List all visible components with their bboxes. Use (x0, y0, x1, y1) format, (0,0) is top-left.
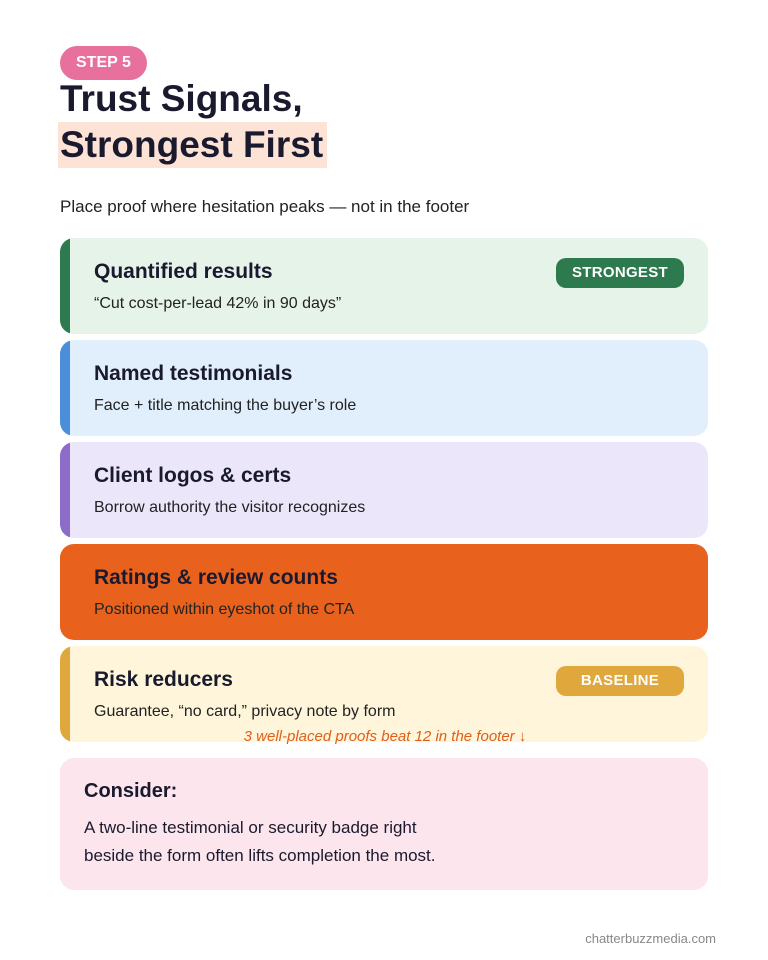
card-description: Guarantee, “no card,” privacy note by form (94, 703, 396, 720)
strongest-tag: STRONGEST (556, 258, 684, 288)
card-ratings-reviews (60, 544, 708, 640)
card-title: Client logos & certs (94, 464, 292, 487)
consider-title: Consider: (84, 780, 178, 802)
card-client-logos (60, 442, 708, 538)
card-title: Named testimonials (94, 362, 293, 385)
card-accent-bar (60, 442, 70, 538)
card-description: “Cut cost-per-lead 42% in 90 days” (94, 295, 342, 312)
card-accent-bar (60, 544, 70, 640)
card-named-testimonials (60, 340, 708, 436)
card-accent-bar (60, 340, 70, 436)
consider-box (60, 758, 708, 890)
title-line-1: Trust Signals, (60, 78, 303, 119)
card-accent-bar (60, 238, 70, 334)
card-quantified-results (60, 238, 708, 334)
page-title (60, 76, 327, 168)
card-title: Quantified results (94, 260, 273, 283)
site-credit: chatterbuzzmedia.com (585, 931, 716, 946)
consider-line-1: A two-line testimonial or security badge right (84, 818, 417, 837)
card-description: Face + title matching the buyer’s role (94, 397, 357, 414)
page-subtitle: Place proof where hesitation peaks — not in the footer (60, 197, 470, 216)
card-description: Positioned within eyeshot of the CTA (94, 601, 355, 618)
title-line-2-highlighted: Strongest First (58, 122, 327, 168)
card-title: Ratings & review counts (94, 566, 338, 589)
consider-line-2: beside the form often lifts completion the most. (84, 846, 436, 865)
baseline-tag: BASELINE (556, 666, 684, 696)
footnote-text: 3 well-placed proofs beat 12 in the footer ↓ (243, 728, 527, 745)
step-badge: STEP 5 (60, 46, 147, 80)
footnote (0, 728, 768, 745)
consider-body (84, 814, 436, 870)
card-description: Borrow authority the visitor recognizes (94, 499, 366, 516)
card-title: Risk reducers (94, 668, 233, 691)
